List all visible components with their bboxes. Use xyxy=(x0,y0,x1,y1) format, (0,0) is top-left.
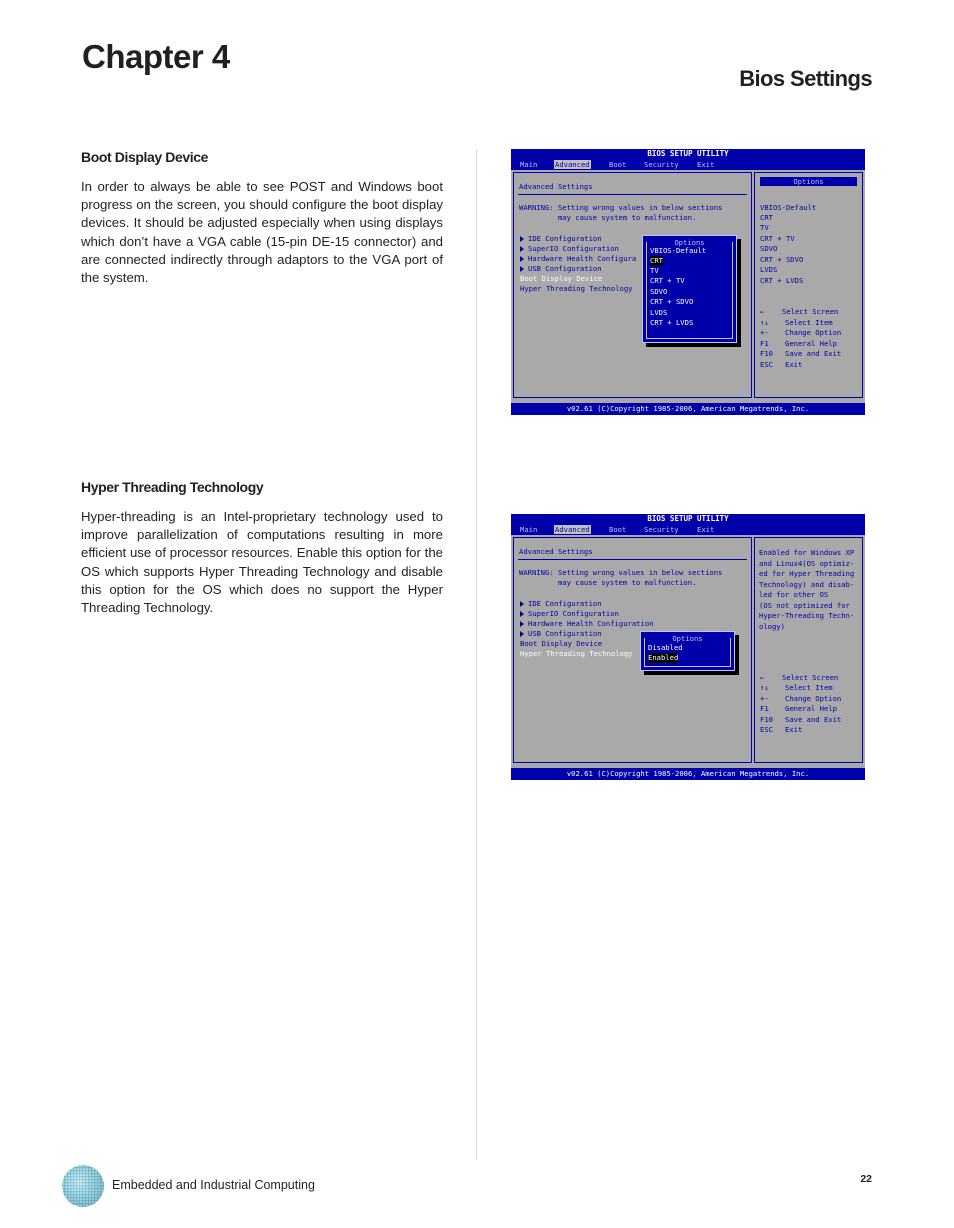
bios-warning-line-2: may cause system to malfunction. xyxy=(519,578,697,587)
bios-item-usb[interactable]: USB Configuration xyxy=(528,264,602,273)
key-action: Exit xyxy=(785,360,803,369)
key-label: ESC xyxy=(760,360,773,369)
key-label: F1 xyxy=(760,704,769,713)
bios-item-hyper-threading[interactable]: Hyper Threading Technology xyxy=(520,284,633,293)
bios-menu-main[interactable]: Main xyxy=(520,160,538,169)
key-label: ↑↓ xyxy=(760,683,769,692)
bios-copyright-footer: v02.61 (C)Copyright 1985-2006, American Megatrends, Inc. xyxy=(511,403,865,415)
help-line: ed for Hyper Threading xyxy=(759,569,855,578)
submenu-arrow-icon xyxy=(520,621,524,627)
bios-panel-title: Advanced Settings xyxy=(519,182,593,191)
submenu-arrow-icon xyxy=(520,236,524,242)
key-label: F10 xyxy=(760,349,773,358)
bios-item-ide[interactable]: IDE Configuration xyxy=(528,234,602,243)
company-logo-icon xyxy=(60,1163,106,1209)
popup-option-selected[interactable]: Enabled xyxy=(648,653,679,662)
bios-warning-line-1: WARNING: Setting wrong values in below sections xyxy=(519,568,723,577)
bios-item-superio[interactable]: SuperIO Configuration xyxy=(528,244,619,253)
bios-item-boot-display[interactable]: Boot Display Device xyxy=(520,274,603,283)
bios-item-hardware-health[interactable]: Hardware Health Configura xyxy=(528,254,637,263)
bios-item-usb[interactable]: USB Configuration xyxy=(528,629,602,638)
footer-company-text: Embedded and Industrial Computing xyxy=(112,1178,315,1192)
help-line: CRT + TV xyxy=(760,234,795,243)
key-action: Exit xyxy=(785,725,803,734)
bios-item-ide[interactable]: IDE Configuration xyxy=(528,599,602,608)
popup-option-selected[interactable]: CRT xyxy=(650,256,663,265)
popup-option[interactable]: Disabled xyxy=(648,643,683,652)
key-action: Change Option xyxy=(785,694,842,703)
bios-panel-divider xyxy=(518,559,747,560)
key-action: Change Option xyxy=(785,328,842,337)
popup-option[interactable]: CRT + SDVO xyxy=(650,297,694,306)
bios-menu-security[interactable]: Security xyxy=(644,525,679,534)
help-line: Technology) and disab- xyxy=(759,580,855,589)
bios-title: BIOS SETUP UTILITY xyxy=(511,149,865,159)
help-line: CRT + LVDS xyxy=(760,276,804,285)
section-title: Bios Settings xyxy=(739,66,872,91)
popup-option[interactable]: VBIOS-Default xyxy=(650,246,707,255)
key-action: Select Screen xyxy=(782,673,839,682)
key-label: F1 xyxy=(760,339,769,348)
submenu-arrow-icon xyxy=(520,611,524,617)
key-action: Select Item xyxy=(785,318,833,327)
key-action: General Help xyxy=(785,704,837,713)
key-label: ← xyxy=(760,307,765,316)
heading-hyper-threading: Hyper Threading Technology xyxy=(81,479,264,495)
popup-option[interactable]: TV xyxy=(650,266,659,275)
bios-item-superio[interactable]: SuperIO Configuration xyxy=(528,609,619,618)
help-line: and Linux4(OS optimiz- xyxy=(759,559,855,568)
bios-menu-boot[interactable]: Boot xyxy=(609,160,627,169)
key-action: Save and Exit xyxy=(785,349,842,358)
bios-menu-main[interactable]: Main xyxy=(520,525,538,534)
paragraph-hyper-threading: Hyper-threading is an Intel-proprietary technology used to improve parallelization of computations resulting in more efficient use of processor resources. Enable this option for the OS which supports Hyper Threading Technology and disable this option for the OS which does no support the Hyper Threading Technology. xyxy=(81,509,443,616)
submenu-arrow-icon xyxy=(520,631,524,637)
bios-item-hardware-health[interactable]: Hardware Health Configuration xyxy=(528,619,654,628)
bios-copyright-footer: v02.61 (C)Copyright 1985-2006, American Megatrends, Inc. xyxy=(511,768,865,780)
bios-warning-line-2: may cause system to malfunction. xyxy=(519,213,697,222)
paragraph-boot-display-device: In order to always be able to see POST and Windows boot progress on the screen, you should configure the boot display devices. It should be adjusted especially when using displays which don’t have a VGA cable (15-pin DE-15 connector) and are connected indirectly through adaptors to the VGA port of the system. xyxy=(81,179,443,286)
popup-option[interactable]: CRT + LVDS xyxy=(650,318,694,327)
help-line: TV xyxy=(760,223,769,232)
key-label: ← xyxy=(760,673,765,682)
popup-option[interactable]: SDVO xyxy=(650,287,668,296)
help-line: CRT + SDVO xyxy=(760,255,804,264)
help-line: led for other OS xyxy=(759,590,829,599)
bios-item-hyper-threading[interactable]: Hyper Threading Technology xyxy=(520,649,633,658)
bios-menu-advanced[interactable]: Advanced xyxy=(555,525,590,534)
help-line: LVDS xyxy=(760,265,778,274)
key-label: ↑↓ xyxy=(760,318,769,327)
bios-help-panel xyxy=(754,172,863,398)
bios-menu-security[interactable]: Security xyxy=(644,160,679,169)
bios-panel-title: Advanced Settings xyxy=(519,547,593,556)
popup-title: Options xyxy=(674,238,705,247)
help-line: SDVO xyxy=(760,244,778,253)
bios-menu-advanced[interactable]: Advanced xyxy=(555,160,590,169)
key-label: ESC xyxy=(760,725,773,734)
submenu-arrow-icon xyxy=(520,256,524,262)
bios-item-boot-display[interactable]: Boot Display Device xyxy=(520,639,603,648)
help-line: CRT xyxy=(760,213,773,222)
chapter-title: Chapter 4 xyxy=(82,38,230,75)
submenu-arrow-icon xyxy=(520,266,524,272)
bios-options-popup xyxy=(640,631,735,671)
bios-options-popup xyxy=(642,235,737,343)
key-action: Select Item xyxy=(785,683,833,692)
bios-title: BIOS SETUP UTILITY xyxy=(511,514,865,524)
help-line: VBIOS-Default xyxy=(760,203,817,212)
help-options-header: Options xyxy=(760,177,857,186)
column-divider xyxy=(476,150,477,1160)
bios-menubar xyxy=(511,159,865,170)
help-line: ology) xyxy=(759,622,785,631)
bios-menu-boot[interactable]: Boot xyxy=(609,525,627,534)
key-action: Select Screen xyxy=(782,307,839,316)
key-action: Save and Exit xyxy=(785,715,842,724)
bios-menubar xyxy=(511,524,865,535)
help-line: (OS not optimized for xyxy=(759,601,850,610)
bios-screenshot-hyper-threading xyxy=(511,514,865,780)
help-line: Hyper-Threading Techn- xyxy=(759,611,855,620)
bios-menu-exit[interactable]: Exit xyxy=(697,160,715,169)
bios-menu-exit[interactable]: Exit xyxy=(697,525,715,534)
key-label: +- xyxy=(760,328,769,337)
bios-warning-line-1: WARNING: Setting wrong values in below sections xyxy=(519,203,723,212)
popup-option[interactable]: CRT + TV xyxy=(650,276,685,285)
key-label: F10 xyxy=(760,715,773,724)
key-action: General Help xyxy=(785,339,837,348)
page-number: 22 xyxy=(860,1173,872,1185)
bios-panel-divider xyxy=(518,194,747,195)
submenu-arrow-icon xyxy=(520,601,524,607)
submenu-arrow-icon xyxy=(520,246,524,252)
key-label: +- xyxy=(760,694,769,703)
help-line: Enabled for Windows XP xyxy=(759,548,855,557)
bios-help-panel xyxy=(754,537,863,763)
bios-screenshot-boot-display xyxy=(511,149,865,415)
popup-option[interactable]: LVDS xyxy=(650,308,668,317)
heading-boot-display-device: Boot Display Device xyxy=(81,149,208,165)
popup-title: Options xyxy=(672,634,703,643)
